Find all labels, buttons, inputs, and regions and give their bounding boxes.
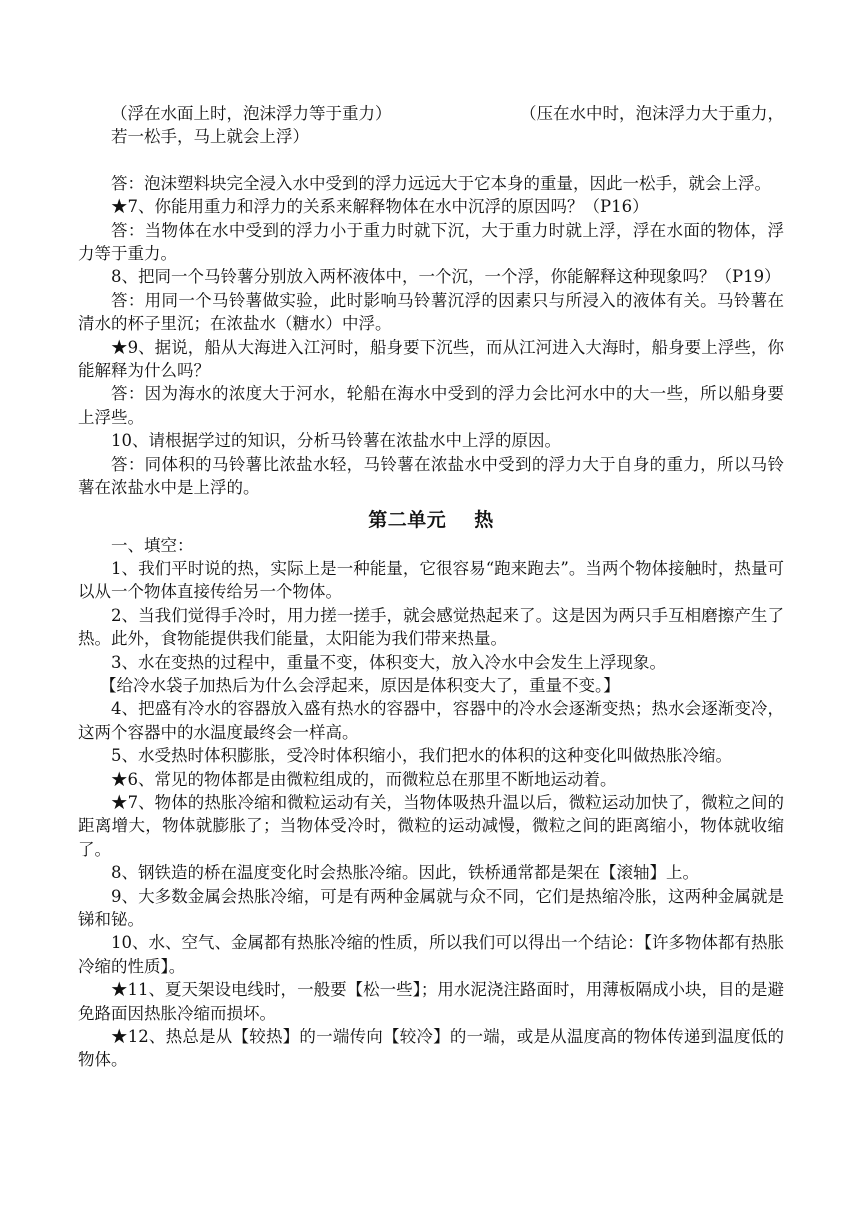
fill-item: ★12、热总是从【较热】的一端传向【较冷】的一端，或是从温度高的物体传递到温度低的物体。	[78, 1027, 784, 1070]
figure-caption-row	[78, 102, 784, 125]
unit-subject: 热	[474, 508, 494, 531]
answer-paragraph: 答：泡沫塑料块完全浸入水中受到的浮力远远大于它本身的重量，因此一松手，就会上浮。	[111, 173, 771, 193]
fill-item: ★6、常见的物体都是由微粒组成的，而微粒总在那里不断地运动着。	[111, 769, 617, 789]
bracket-note: 【给冷水袋子加热后为什么会浮起来，原因是体积变大了，重量不变。】	[100, 675, 620, 695]
fill-item: 1、我们平时说的热，实际上是一种能量，它很容易“跑来跑去”。当两个物体接触时，热量可以从一个物体直接传给另一个物体。	[78, 558, 784, 602]
fill-item: 3、水在变热的过程中，重量不变，体积变大，放入冷水中会发生上浮现象。	[111, 652, 666, 672]
question-paragraph: ★9、据说，船从大海进入江河时，船身要下沉些，而从江河进入大海时，船身要上浮些，你能解释为什么吗？	[78, 337, 784, 381]
fill-item: ★11、夏天架设电线时，一般要【松一些】；用水泥浇注路面时，用薄板隔成小块，目的是避免路面因热胀冷缩而损坏。	[78, 980, 784, 1023]
fill-item: 4、把盛有冷水的容器放入盛有热水的容器中，容器中的冷水会逐渐变热；热水会逐渐变冷，这两个容器中的水温度最终会一样高。	[78, 699, 784, 742]
question-paragraph: 10、请根据学过的知识，分析马铃薯在浓盐水中上浮的原因。	[111, 431, 561, 451]
unit-heading	[78, 506, 784, 534]
fill-item: 5、水受热时体积膨胀，受冷时体积缩小，我们把水的体积的这种变化叫做热胀冷缩。	[111, 746, 732, 766]
document-page	[78, 102, 784, 1072]
fill-item: ★7、物体的热胀冷缩和微粒运动有关，当物体吸热升温以后，微粒运动加快了，微粒之间的距离增大，物体就膨胀了；当物体受冷时，微粒的运动减慢，微粒之间的距离缩小，物体就收缩了。	[78, 792, 784, 859]
fill-item: 2、当我们觉得手冷时，用力搓一搓手，就会感觉热起来了。这是因为两只手互相磨擦产生了热。此外，食物能提供我们能量，太阳能为我们带来热量。	[78, 605, 784, 649]
question-paragraph: 8、把同一个马铃薯分别放入两杯液体中，一个沉，一个浮，你能解释这种现象吗？（P19）	[111, 267, 781, 287]
figure-caption-left: （浮在水面上时，泡沫浮力等于重力）	[111, 104, 392, 123]
figure-caption-continuation: 若一松手，马上就会上浮）	[111, 127, 309, 147]
answer-paragraph: 答：因为海水的浓度大于河水，轮船在海水中受到的浮力会比河水中的大一些，所以船身要上浮些。	[78, 384, 784, 427]
fill-item: 8、钢铁造的桥在温度变化时会热胀冷缩。因此，铁桥通常都是架在【滚轴】上。	[111, 863, 699, 883]
answer-paragraph: 答：当物体在水中受到的浮力小于重力时就下沉，大于重力时就上浮，浮在水面的物体，浮力等于重力。	[78, 220, 784, 264]
unit-title: 第二单元	[368, 508, 447, 531]
question-paragraph: ★7、你能用重力和浮力的关系来解释物体在水中沉浮的原因吗？（P16）	[111, 197, 649, 217]
fill-item: 10、水、空气、金属都有热胀冷缩的性质，所以我们可以得出一个结论：【许多物体都有热胀冷缩的性质】。	[78, 933, 784, 976]
answer-paragraph: 答：同体积的马铃薯比浓盐水轻，马铃薯在浓盐水中受到的浮力大于自身的重力，所以马铃薯在浓盐水中是上浮的。	[78, 454, 784, 498]
answer-paragraph: 答：用同一个马铃薯做实验，此时影响马铃薯沉浮的因素只与所浸入的液体有关。马铃薯在清水的杯子里沉；在浓盐水（糖水）中浮。	[78, 290, 784, 334]
figure-caption-right: （压在水中时，泡沫浮力大于重力，	[520, 104, 784, 123]
fill-item: 9、大多数金属会热胀冷缩，可是有两种金属就与众不同，它们是热缩冷胀，这两种金属就是锑和铋。	[78, 886, 784, 929]
section-label: 一、填空：	[111, 535, 194, 555]
